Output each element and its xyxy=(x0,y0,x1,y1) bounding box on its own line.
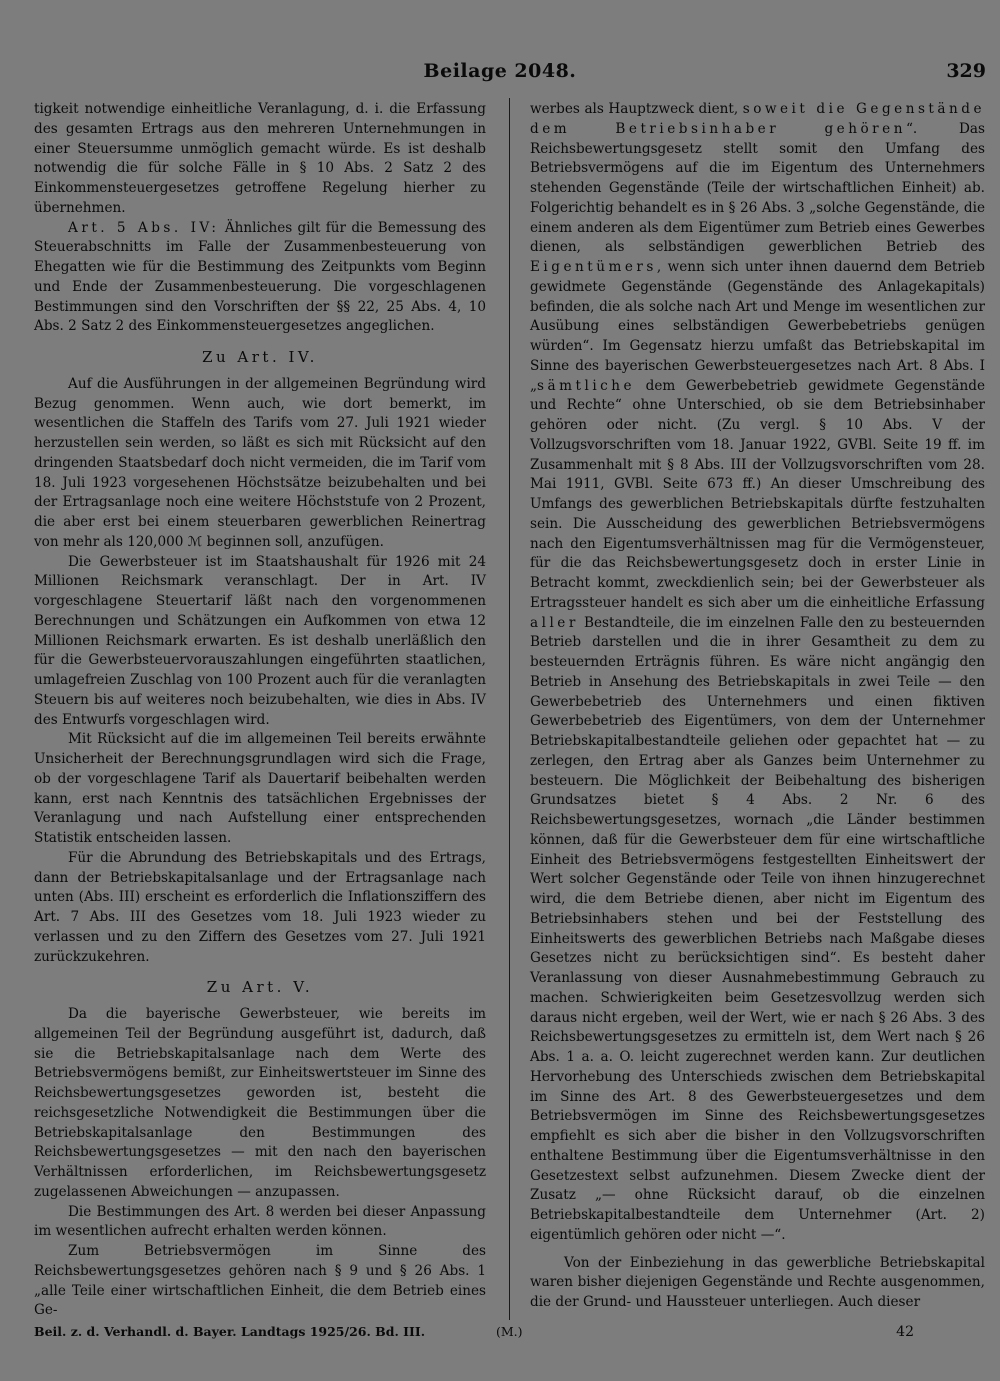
paragraph: Da die bayerische Gewerbsteuer, wie bereits im allgemeinen Teil der Begründung ausgeführt ist, dadurch, daß sie die Betriebskapitalsanlage nach dem Werte des Betriebsvermögens bemißt, zur Einheitswertsteuer im Sinne des Reichsbewertungsgesetzes geworden ist, besteht die reichsgesetzliche Notwendigkeit die Bestimmungen über die Betriebskapitalsanlage den Bestimmungen des Reichsbewertungsgesetzes — mit den nach den bayerischen Verhältnissen erforderlichen, im Reichsbewertungsgesetz zugelassenen Abweichungen — anzupassen. xyxy=(34,1006,486,1200)
footer-mark: (M.) xyxy=(496,1324,523,1339)
signature-number: 42 xyxy=(896,1324,914,1340)
paragraph: Auf die Ausführungen in der allgemeinen Begründung wird Bezug genommen. Wenn auch, wie dort bemerkt, im wesentlichen die Staffeln des Tarifs vom 27. Juli 1921 wieder herzustellen sein werden, so läßt es sich mit Rücksicht auf den dringenden Staatsbedarf doch nicht vermeiden, die im Tarif vom 18. Juli 1923 vorgesehenen Höchstsätze beizubehalten und bei der Ertragsanlage noch eine weitere Höchststufe von 2 Prozent, die aber erst bei einem steuerbaren gewerblichen Reinertrag von mehr als 120,000 ℳ beginnen soll, anzufügen. xyxy=(34,375,486,550)
section-heading: Zu Art. IV. xyxy=(202,348,318,366)
paragraph-text: dem Gewerbebetrieb gewidmete Gegenstände und Rechte“ ohne Unterschied, ob sie dem Betriebsinhaber gehören oder nicht. (Zu vergl. § 10 Abs. V der Vollzugsvorschriften vom 18. Januar 1922, GVBl. Seite 19 ff. im Zusammenhalt mit § 8 Abs. III der Vollzugsvorschriften vom 28. Mai 1911, GVBl. Seite 673 ff.) An dieser Umschreibung des Umfangs des gewerblichen Betriebskapitals dürfte festzuhalten sein. Die Ausscheidung des gewerblichen Betriebsvermögens nach den Eigentumsverhältnissen mag für die Vermögensteuer, für die das Reichsbewertungsgesetz doch in erster Linie in Betracht kommt, zweckdienlich sein; bei der Gewerbsteuer als Ertragssteuer handelt es sich aber um die einheitliche Erfassung xyxy=(530,377,985,611)
paragraph: Von der Einbeziehung in das gewerbliche Betriebskapital waren bisher diejenigen Gegenstände und Rechte ausgenommen, die der Grund- und Haussteuer unterliegen. Auch dieser xyxy=(530,1254,985,1310)
paragraph: Die Bestimmungen des Art. 8 werden bei dieser Anpassung im wesentlichen aufrecht erhalten werden können. xyxy=(34,1203,486,1240)
spaced-emphasis: sämtliche xyxy=(537,377,636,394)
page-number: 329 xyxy=(946,60,986,82)
paragraph-text: Bestandteile, die im einzelnen Falle den zu besteuernden Betrieb darstellen und die in ihrer Gesamtheit zu dem zu besteuernden Erträgnis führen. Es wäre nicht angängig den Betrieb in Ansehung des Betriebskapitals in zwei Teile — den Gewerbebetrieb des Unternehmers und einen fiktiven Gewerbebetrieb des Eigentümers, von dem der Unternehmer Betriebskapitalbestandteile geliehen oder gepachtet hat — zu zerlegen, den Ertrag aber als Ganzes beim Unternehmer zu besteuern. Die Möglichkeit der Beibehaltung des bisherigen Grundsatzes bietet § 4 Abs. 2 Nr. 6 des Reichsbewertungsgesetzes, wornach „die Länder bestimmen können, daß für die Gewerbsteuer dem für eine wirtschaftliche Einheit des Betriebsvermögens festgestellten Einheitswert der Wert solcher Gegenstände oder Teile von ihnen hinzugerechnet wird, die dem Betriebe dienen, aber nicht im Eigentum des Betriebsinhabers stehen und bei der Feststellung des Einheitswerts des gewerblichen Betriebs nach Maßgabe dieses Gesetzes nicht zu berücksichtigen sind“. Es besteht daher Veranlassung von dieser Ausnahmebestimmung Gebrauch zu machen. Schwierigkeiten beim Gesetzesvollzug werden sich daraus nicht ergeben, weil der Wert, wie er nach § 26 Abs. 3 des Reichsbewertungsgesetzes zu ermitteln ist, dem Wert nach § 26 Abs. 1 a. a. O. leicht zugerechnet werden kann. Zur deutlichen Hervorhebung des Unterschieds zwischen dem Betriebskapital im Sinne des Art. 8 des Gewerbsteuergesetzes und dem Betriebsvermögen im Sinne des Reichsbewertungsgesetzes empfiehlt es sich aber die bisher in den Vollzugsvorschriften enthaltene Bestimmung über die Eigentumsverhältnisse in den Gesetzestext selbst aufzunehmen. Diesem Zwecke dient der Zusatz „— ohne Rücksicht darauf, ob die einzelnen Betriebskapitalbestandteile dem Unternehmer (Art. 2) eigentümlich gehören oder nicht —“. xyxy=(530,614,985,1243)
spaced-emphasis: aller xyxy=(530,614,579,631)
page-footer xyxy=(34,1324,984,1346)
spaced-emphasis: Eigentümers xyxy=(530,259,657,275)
paragraph: Zum Betriebsvermögen im Sinne des Reichsbewertungsgesetzes gehören nach § 9 und § 26 Abs. 1 „alle Teile einer wirtschaftlichen Einheit, die dem Betrieb eines Ge- xyxy=(34,1243,486,1319)
article-reference: Art. 5 Abs. IV: xyxy=(68,219,220,236)
left-column xyxy=(34,100,486,1321)
paragraph-text: , wenn sich unter ihnen dauernd dem Betrieb gewidmete Gegenstände (Gegenstände des Anlagekapitals) befinden, die als solche nach Art und Menge im wesentlichen zur Ausübung eines selbständigen Gewerbebetriebs genügen würden“. Im Gegensatz hierzu umfaßt das Betriebskapital im Sinne des bayerischen Gewerbsteuergesetzes nach Art. 8 Abs. I „ xyxy=(530,259,985,394)
paragraph xyxy=(530,100,985,1246)
paragraph: tigkeit notwendige einheitliche Veranlagung, d. i. die Erfassung des gesamten Ertrags aus den mehreren Unternehmungen in einer Steuersumme unmöglich gemacht würde. Es ist deshalb notwendig die für solche Fälle in § 10 Abs. 2 Satz 2 des Einkommensteuergesetzes getroffene Regelung hierher zu übernehmen. xyxy=(34,101,486,216)
spaced-emphasis: soweit die Gegenstände dem Betriebsinhaber gehören xyxy=(530,101,985,137)
paragraph xyxy=(34,219,486,338)
section-heading: Zu Art. V. xyxy=(206,978,314,997)
paragraph: Die Gewerbsteuer ist im Staatshaushalt für 1926 mit 24 Millionen Reichsmark veranschlagt. Der in Art. IV vorgeschlagene Steuertarif läßt nach den vorgenommenen Berechnungen und Schätzungen ein Aufkommen von etwa 12 Millionen Reichsmark erwarten. Es ist deshalb unerläßlich den für die Gewerbsteuervorauszahlungen eingeführten staatlichen, umlagefreien Zuschlag von 100 Prozent auch für die veranlagten Steuern bis auf weiteres noch beizubehalten, wie dies in Abs. IV des Entwurfs vorgeschlagen wird. xyxy=(34,553,486,728)
paragraph: Für die Abrundung des Betriebskapitals und des Ertrags, dann der Betriebskapitalsanlage und der Ertragsanlage nach unten (Abs. III) erscheint es erforderlich die Inflationsziffern des Art. 7 Abs. III des Gesetzes vom 18. Juli 1923 wieder zu verlassen und zu den Ziffern des Gesetzes vom 27. Juli 1921 zurückzukehren. xyxy=(34,849,486,965)
paragraph: Mit Rücksicht auf die im allgemeinen Teil bereits erwähnte Unsicherheit der Berechnungsgrundlagen wird sich die Frage, ob der vorgeschlagene Tarif als Dauertarif beibehalten werden kann, erst nach Kenntnis des tatsächlichen Ergebnisses der Veranlagung und nach Aufstellung einer entsprechenden Statistik entscheiden lassen. xyxy=(34,731,486,846)
paragraph-text: werbes als Hauptzweck dient, xyxy=(530,101,739,117)
page-header xyxy=(0,60,1000,88)
footer-citation: Beil. z. d. Verhandl. d. Bayer. Landtags 1925/26. Bd. III. xyxy=(34,1324,426,1339)
running-title: Beilage 2048. xyxy=(423,60,577,82)
paragraph-text: “. Das Reichsbewertungsgesetz stellt somit den Umfang des Betriebsvermögens auf die im Eigentum des Unternehmers stehenden Gegenstände (Teile der wirtschaftlichen Einheit) ab. Folgerichtig behandelt es in § 26 Abs. 3 „solche Gegenstände, die einem anderen als dem Eigentümer zum Betrieb eines Gewerbes dienen, als selbständigen gewerblichen Betrieb des xyxy=(530,120,985,256)
paragraph-text: Ähnliches gilt für die Bemessung des Steuerabschnitts im Falle der Zusammenbesteuerung von Ehegatten wie für die Bestimmung des Zeitpunkts vom Beginn und Ende der Zusammenbesteuerung. Die vorgeschlagenen Bestimmungen sind den Vorschriften der §§ 22, 25 Abs. 4, 10 Abs. 2 Satz 2 des Einkommensteuergesetzes angeglichen. xyxy=(34,219,486,335)
column-divider xyxy=(509,98,510,1320)
right-column xyxy=(530,100,985,1313)
